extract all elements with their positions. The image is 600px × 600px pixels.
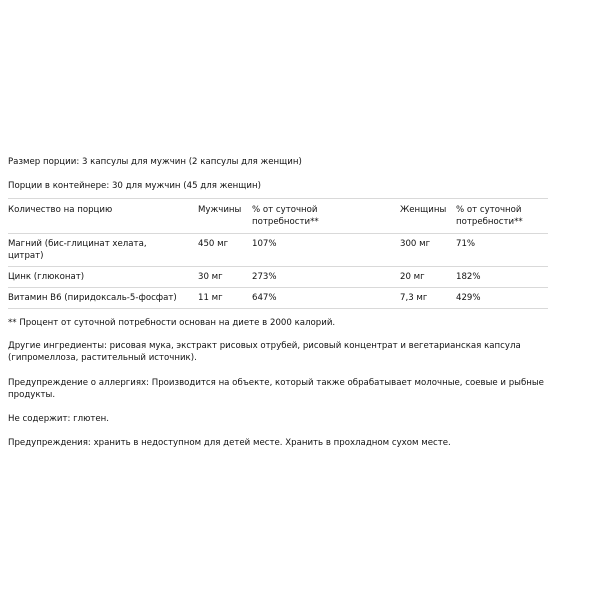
header-men-dv-line1: % от суточной [252,205,318,215]
does-not-contain: Не содержит: глютен. [8,414,109,424]
men-dv: 647% [252,288,400,309]
nutrient-name: Витамин B6 (пиридоксаль-5-фосфат) [8,288,198,309]
nutrient-name: Цинк (глюконат) [8,267,198,288]
women-amount: 7,3 мг [400,288,456,309]
serving-size: Размер порции: 3 капсулы для мужчин (2 капсулы для женщин) [8,157,302,167]
table-row [8,267,548,288]
table-row [8,288,548,309]
women-amount: 20 мг [400,267,456,288]
header-men: Мужчины [198,199,252,234]
header-men-dv [252,199,400,234]
header-women-dv-line2: потребности** [456,217,523,227]
other-ingredients [8,340,592,364]
women-amount: 300 мг [400,234,456,267]
supplement-facts-document [8,156,592,449]
table-row [8,234,548,267]
women-dv: 429% [456,288,548,309]
daily-value-note: ** Процент от суточной потребности основан на диете в 2000 калорий. [8,318,336,328]
other-ingredients-line2: (гипромеллоза, растительный источник). [8,353,197,363]
men-amount: 30 мг [198,267,252,288]
header-men-dv-line2: потребности** [252,217,319,227]
men-dv: 107% [252,234,400,267]
men-amount: 11 мг [198,288,252,309]
header-amount: Количество на порцию [8,199,198,234]
nutrition-table [8,198,548,309]
header-women: Женщины [400,199,456,234]
nutrient-name [8,234,198,267]
women-dv: 71% [456,234,548,267]
allergy-warning-line1: Предупреждение о аллергиях: Производится на объекте, который также обрабатывает молочные, соевые и рыбные [8,378,544,388]
storage-warnings: Предупреждения: хранить в недоступном для детей месте. Хранить в прохладном сухом месте. [8,438,451,448]
header-women-dv-line1: % от суточной [456,205,522,215]
men-dv: 273% [252,267,400,288]
allergy-warning-line2: продукты. [8,390,56,400]
servings-per-container: Порции в контейнере: 30 для мужчин (45 для женщин) [8,181,261,191]
nutrient-name-line2: цитрат) [8,251,44,261]
other-ingredients-line1: Другие ингредиенты: рисовая мука, экстракт рисовых отрубей, рисовый концентрат и вегетарианская капсула [8,341,521,351]
allergy-warning [8,377,592,401]
nutrient-name-line1: Магний (бис-глицинат хелата, [8,239,147,249]
women-dv: 182% [456,267,548,288]
table-header-row [8,199,548,234]
men-amount: 450 мг [198,234,252,267]
header-women-dv [456,199,548,234]
